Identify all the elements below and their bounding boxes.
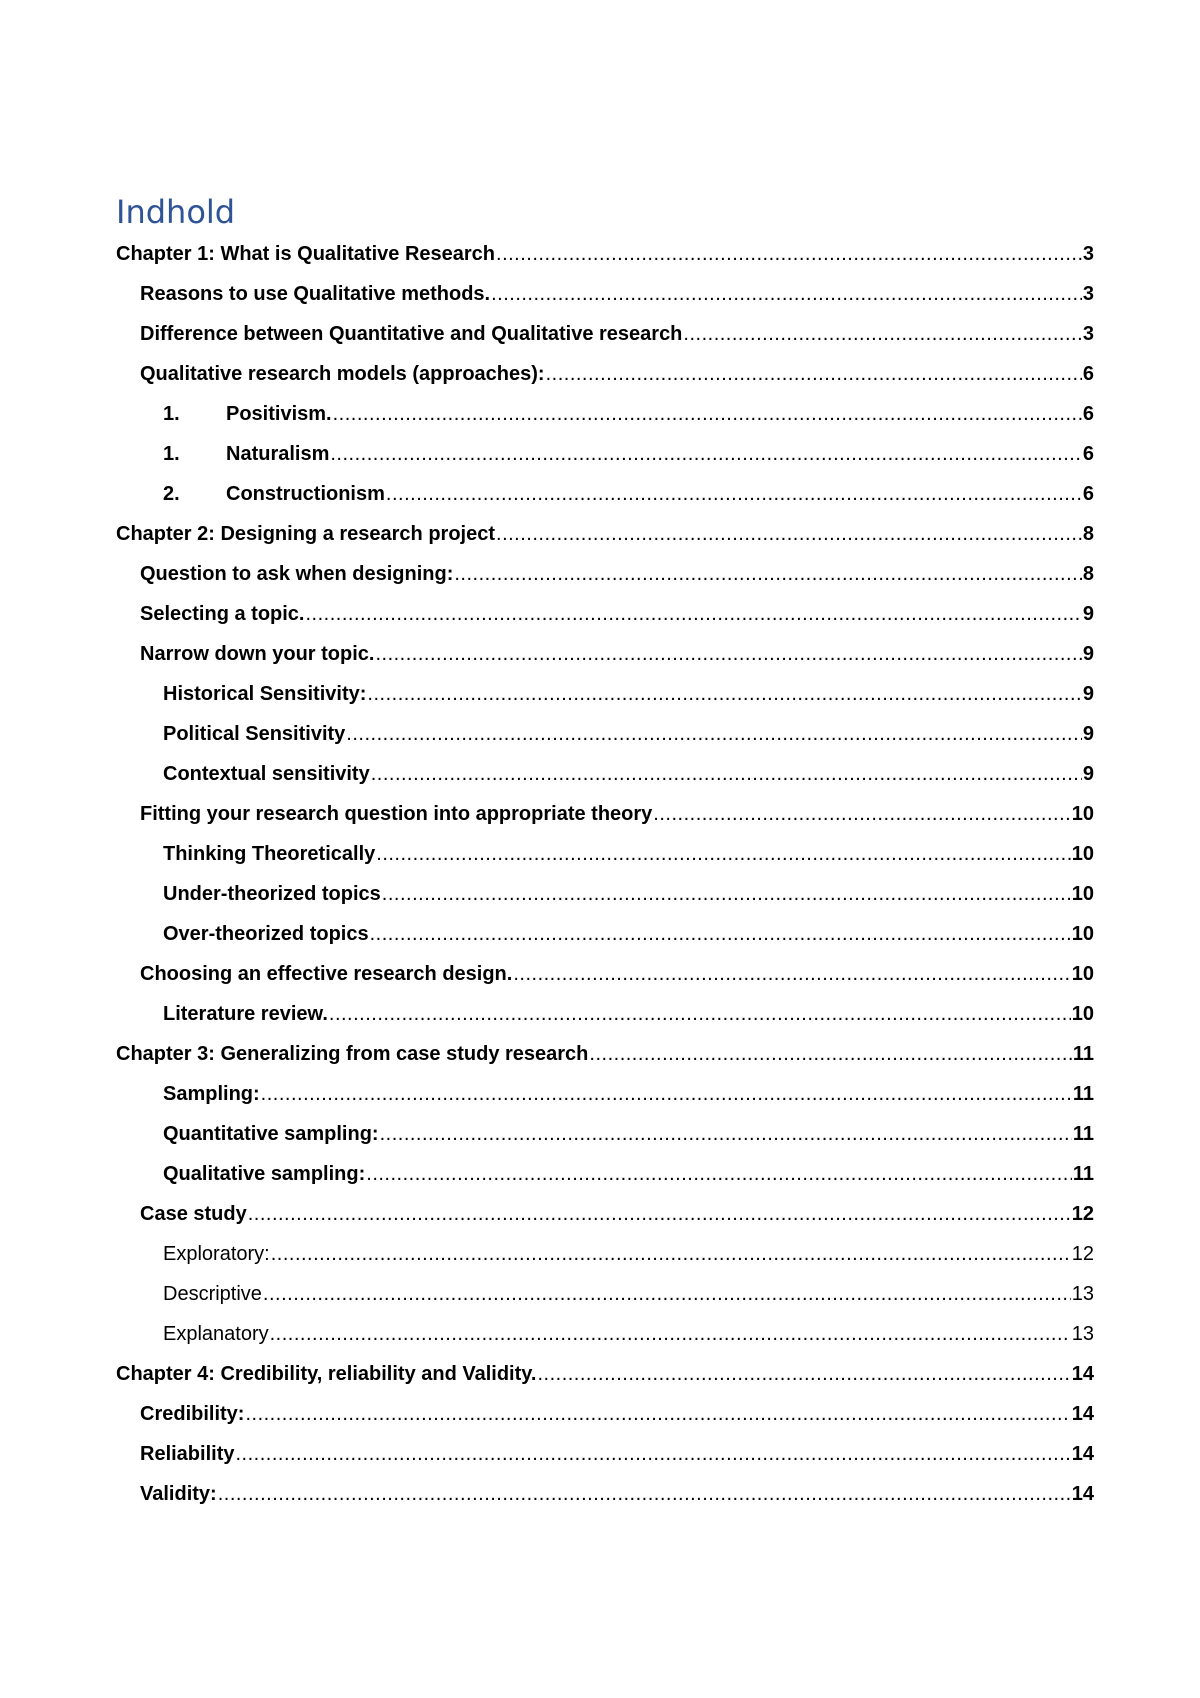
toc-entry[interactable] <box>116 874 1094 914</box>
toc-entry[interactable] <box>116 474 1094 514</box>
toc-entry-page-number[interactable]: 13 <box>1071 1283 1094 1305</box>
toc-entry-title[interactable]: Case study <box>140 1203 247 1225</box>
toc-entry[interactable] <box>116 1034 1094 1074</box>
toc-entry-title[interactable]: Quantitative sampling: <box>163 1123 379 1145</box>
toc-entry-title[interactable]: Political Sensitivity <box>163 723 346 745</box>
toc-entry-page-number[interactable]: 14 <box>1071 1403 1094 1425</box>
toc-entry[interactable] <box>116 434 1094 474</box>
toc-entry-page-number[interactable]: 12 <box>1071 1203 1094 1225</box>
toc-entry-title[interactable]: Historical Sensitivity: <box>163 683 367 705</box>
toc-entry[interactable] <box>116 1354 1094 1394</box>
toc-entry[interactable] <box>116 834 1094 874</box>
toc-dot-leader <box>496 514 1082 554</box>
toc-entry-title[interactable]: Contextual sensitivity <box>163 763 370 785</box>
toc-dot-leader <box>270 1314 1071 1354</box>
toc-entry[interactable] <box>116 554 1094 594</box>
toc-dot-leader <box>513 954 1070 994</box>
toc-entry-page-number[interactable]: 10 <box>1071 923 1094 945</box>
toc-heading: Indhold <box>116 193 236 231</box>
toc-entry-page-number[interactable]: 6 <box>1082 363 1094 385</box>
toc-dot-leader <box>261 1074 1072 1114</box>
toc-entry-number: 1. <box>163 403 180 425</box>
toc-entry-title[interactable]: Exploratory: <box>163 1243 270 1265</box>
toc-entry[interactable] <box>116 1154 1094 1194</box>
toc-dot-leader <box>386 474 1082 514</box>
toc-entry[interactable] <box>116 954 1094 994</box>
toc-dot-leader <box>218 1474 1071 1514</box>
toc-entry-title[interactable]: Qualitative research models (approaches): <box>140 363 545 385</box>
toc-entry-page-number[interactable]: 10 <box>1071 803 1094 825</box>
toc-entry[interactable] <box>116 514 1094 554</box>
toc-entry-number: 1. <box>163 443 180 465</box>
toc-entry-title[interactable]: Validity: <box>140 1483 217 1505</box>
toc-dot-leader <box>248 1194 1071 1234</box>
toc-entry-page-number[interactable]: 12 <box>1071 1243 1094 1265</box>
toc-entry[interactable] <box>116 314 1094 354</box>
toc-entry-title[interactable]: Positivism. <box>226 403 332 425</box>
toc-entry-page-number[interactable]: 10 <box>1071 883 1094 905</box>
toc-dot-leader <box>376 834 1070 874</box>
toc-entry[interactable] <box>116 1314 1094 1354</box>
toc-entry-page-number[interactable]: 3 <box>1082 243 1094 265</box>
toc-entry-number: 2. <box>163 483 180 505</box>
toc-entry-page-number[interactable]: 11 <box>1072 1083 1094 1105</box>
toc-entry-title[interactable]: Sampling: <box>163 1083 260 1105</box>
toc-entry-title[interactable]: Chapter 2: Designing a research project <box>116 523 496 545</box>
toc-entry-title[interactable]: Over-theorized topics <box>163 923 369 945</box>
toc-entry-title[interactable]: Explanatory <box>163 1323 269 1345</box>
toc-entry-page-number[interactable]: 10 <box>1071 1003 1094 1025</box>
toc-entry[interactable] <box>116 1274 1094 1314</box>
toc-entry-title[interactable]: Descriptive <box>163 1283 262 1305</box>
toc-dot-leader <box>454 554 1082 594</box>
toc-dot-leader <box>380 1114 1072 1154</box>
toc-entry[interactable] <box>116 274 1094 314</box>
toc-entry-title[interactable]: Thinking Theoretically <box>163 843 376 865</box>
toc-entry-title[interactable]: Chapter 1: What is Qualitative Research <box>116 243 496 265</box>
table-of-contents <box>116 234 1094 1514</box>
toc-dot-leader <box>305 594 1081 634</box>
toc-entry-title[interactable]: Question to ask when designing: <box>140 563 454 585</box>
toc-entry[interactable] <box>116 994 1094 1034</box>
toc-entry[interactable] <box>116 794 1094 834</box>
toc-dot-leader <box>382 874 1071 914</box>
toc-entry-page-number[interactable]: 8 <box>1082 523 1094 545</box>
toc-dot-leader <box>263 1274 1071 1314</box>
toc-entry[interactable] <box>116 1194 1094 1234</box>
toc-dot-leader <box>537 1354 1070 1394</box>
toc-entry-title[interactable]: Qualitative sampling: <box>163 1163 366 1185</box>
toc-dot-leader <box>683 314 1081 354</box>
toc-entry[interactable] <box>116 914 1094 954</box>
toc-entry-page-number[interactable]: 6 <box>1082 443 1094 465</box>
toc-entry-title[interactable]: Narrow down your topic. <box>140 643 375 665</box>
toc-dot-leader <box>366 1154 1072 1194</box>
toc-entry-title[interactable]: Choosing an effective research design. <box>140 963 513 985</box>
toc-dot-leader <box>245 1394 1070 1434</box>
toc-entry-page-number[interactable]: 9 <box>1082 603 1094 625</box>
toc-entry-title[interactable]: Chapter 3: Generalizing from case study research <box>116 1043 589 1065</box>
toc-dot-leader <box>235 1434 1070 1474</box>
toc-entry[interactable] <box>116 594 1094 634</box>
toc-entry-title[interactable]: Constructionism <box>226 483 385 505</box>
toc-dot-leader <box>329 994 1071 1034</box>
toc-dot-leader <box>653 794 1070 834</box>
toc-entry-page-number[interactable]: 11 <box>1072 1043 1094 1065</box>
toc-dot-leader <box>346 714 1082 754</box>
toc-entry-title[interactable]: Naturalism <box>226 443 330 465</box>
toc-entry-page-number[interactable]: 6 <box>1082 403 1094 425</box>
toc-entry-title[interactable]: Credibility: <box>140 1403 245 1425</box>
toc-entry-title[interactable]: Reliability <box>140 1443 235 1465</box>
toc-entry[interactable] <box>116 674 1094 714</box>
toc-dot-leader <box>496 234 1082 274</box>
toc-entry[interactable] <box>116 354 1094 394</box>
toc-entry-page-number[interactable]: 3 <box>1082 283 1094 305</box>
toc-dot-leader <box>271 1234 1071 1274</box>
toc-entry[interactable] <box>116 1394 1094 1434</box>
toc-entry-page-number[interactable]: 11 <box>1072 1163 1094 1185</box>
toc-entry-title[interactable]: Chapter 4: Credibility, reliability and Validity. <box>116 1363 537 1385</box>
toc-entry-page-number[interactable]: 14 <box>1071 1443 1094 1465</box>
toc-entry-page-number[interactable]: 9 <box>1082 763 1094 785</box>
toc-entry-page-number[interactable]: 10 <box>1071 963 1094 985</box>
toc-entry-title[interactable]: Selecting a topic. <box>140 603 305 625</box>
toc-entry-page-number[interactable]: 9 <box>1082 683 1094 705</box>
toc-entry-page-number[interactable]: 8 <box>1082 563 1094 585</box>
toc-dot-leader <box>367 674 1081 714</box>
toc-entry-page-number[interactable]: 3 <box>1082 323 1094 345</box>
toc-entry[interactable] <box>116 634 1094 674</box>
toc-entry-page-number[interactable]: 11 <box>1072 1123 1094 1145</box>
toc-entry[interactable] <box>116 234 1094 274</box>
toc-entry[interactable] <box>116 1474 1094 1514</box>
toc-entry-title[interactable]: Fitting your research question into appropriate theory <box>140 803 653 825</box>
toc-entry-page-number[interactable]: 9 <box>1082 643 1094 665</box>
toc-entry[interactable] <box>116 1074 1094 1114</box>
toc-entry[interactable] <box>116 1114 1094 1154</box>
toc-entry-page-number[interactable]: 10 <box>1071 843 1094 865</box>
toc-entry[interactable] <box>116 714 1094 754</box>
toc-entry-page-number[interactable]: 6 <box>1082 483 1094 505</box>
toc-entry-page-number[interactable]: 9 <box>1082 723 1094 745</box>
toc-entry-title[interactable]: Difference between Quantitative and Qualitative research <box>140 323 683 345</box>
toc-entry-page-number[interactable]: 13 <box>1071 1323 1094 1345</box>
toc-entry-title[interactable]: Reasons to use Qualitative methods. <box>140 283 491 305</box>
toc-dot-leader <box>333 394 1082 434</box>
toc-dot-leader <box>546 354 1082 394</box>
toc-entry[interactable] <box>116 1434 1094 1474</box>
toc-entry[interactable] <box>116 394 1094 434</box>
toc-entry-title[interactable]: Literature review. <box>163 1003 328 1025</box>
toc-dot-leader <box>371 754 1082 794</box>
toc-dot-leader <box>589 1034 1071 1074</box>
toc-dot-leader <box>370 914 1071 954</box>
toc-entry-page-number[interactable]: 14 <box>1071 1483 1094 1505</box>
toc-dot-leader <box>330 434 1082 474</box>
toc-entry[interactable] <box>116 1234 1094 1274</box>
toc-dot-leader <box>375 634 1081 674</box>
toc-entry[interactable] <box>116 754 1094 794</box>
toc-entry-title[interactable]: Under-theorized topics <box>163 883 381 905</box>
toc-entry-page-number[interactable]: 14 <box>1071 1363 1094 1385</box>
toc-dot-leader <box>491 274 1082 314</box>
